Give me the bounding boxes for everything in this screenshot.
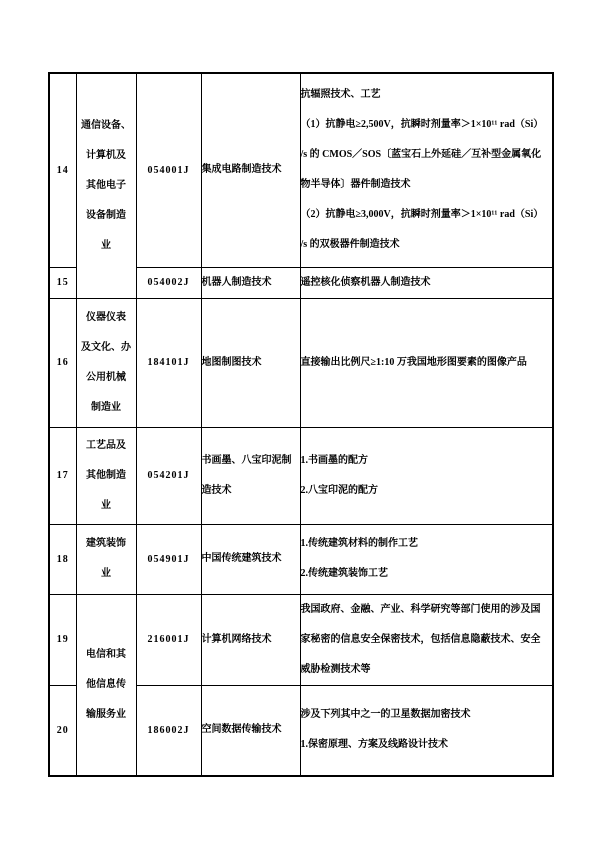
detail-line: 抗辐照技术、工艺 xyxy=(300,89,381,101)
detail-line: 2.八宝印泥的配方 xyxy=(300,484,378,496)
industry-cell xyxy=(76,524,136,594)
tech-name-cell xyxy=(201,685,300,776)
detail-line: 1.书画墨的配方 xyxy=(300,454,368,466)
industry-line: 其他制造 xyxy=(86,469,126,481)
tech-details-cell xyxy=(300,685,553,776)
tech-name-cell xyxy=(201,594,300,685)
industry-cell xyxy=(76,298,136,427)
industry-line: 他信息传 xyxy=(86,678,126,690)
row-number-cell: 15 xyxy=(49,267,76,298)
restricted-tech-table xyxy=(48,72,554,777)
tech-name-cell xyxy=(201,298,300,427)
code-cell: 054201J xyxy=(136,427,201,524)
code-cell: 216001J xyxy=(136,594,201,685)
tech-name-line: 中国传统建筑技术 xyxy=(201,553,282,564)
industry-line: 及文化、办 xyxy=(81,341,131,353)
industry-line: 输服务业 xyxy=(86,708,126,720)
tech-details-cell xyxy=(300,427,553,524)
detail-line: 家秘密的信息安全保密技术，包括信息隐蔽技术、安全 xyxy=(300,633,541,645)
tech-name-line: 造技术 xyxy=(201,484,232,496)
table-row xyxy=(49,73,553,267)
tech-name-cell xyxy=(201,524,300,594)
row-number-cell: 20 xyxy=(49,685,76,776)
table-row xyxy=(49,594,553,685)
table-row xyxy=(49,427,553,524)
industry-line: 计算机及 xyxy=(86,149,126,161)
tech-details-cell xyxy=(300,298,553,427)
row-number-cell: 14 xyxy=(49,73,76,267)
row-number-cell: 18 xyxy=(49,524,76,594)
tech-name-line: 集成电路制造技术 xyxy=(201,164,282,176)
industry-line: 仪器仪表 xyxy=(86,311,126,323)
table-row xyxy=(49,298,553,427)
industry-line: 业 xyxy=(101,499,111,511)
detail-line: 遥控核化侦察机器人制造技术 xyxy=(300,276,431,288)
tech-details-cell xyxy=(300,594,553,685)
detail-line: 1.传统建筑材料的制作工艺 xyxy=(300,538,418,549)
industry-line: 设备制造 xyxy=(86,209,126,221)
industry-line: 通信设备、 xyxy=(81,119,131,131)
industry-cell xyxy=(76,427,136,524)
industry-line: 建筑装饰 xyxy=(86,538,126,549)
industry-line: 电信和其 xyxy=(86,648,126,660)
tech-name-line: 书画墨、八宝印泥制 xyxy=(201,454,292,466)
industry-cell xyxy=(76,594,136,776)
tech-details-cell xyxy=(300,73,553,267)
detail-line: 1.保密原理、方案及线路设计技术 xyxy=(300,739,448,751)
row-number-cell: 19 xyxy=(49,594,76,685)
industry-line: 工艺品及 xyxy=(86,439,126,451)
industry-line: 业 xyxy=(101,239,111,251)
tech-name-line: 空间数据传输技术 xyxy=(201,724,282,736)
detail-line: 威胁检测技术等 xyxy=(300,663,371,675)
row-number-cell: 16 xyxy=(49,298,76,427)
tech-details-cell xyxy=(300,267,553,298)
detail-line: 物半导体〕器件制造技术 xyxy=(300,179,411,191)
table-row xyxy=(49,524,553,594)
tech-name-cell xyxy=(201,73,300,267)
industry-line: 制造业 xyxy=(91,401,121,413)
detail-line: 涉及下列其中之一的卫星数据加密技术 xyxy=(300,709,471,721)
tech-name-cell xyxy=(201,427,300,524)
detail-line: 我国政府、金融、产业、科学研究等部门使用的涉及国 xyxy=(300,603,541,615)
detail-line: （1）抗静电≥2,500V，抗瞬时剂量率＞1×10¹¹ rad（Si） xyxy=(300,119,544,131)
row-number-cell: 17 xyxy=(49,427,76,524)
detail-line: 直接输出比例尺≥1:10 万我国地形图要素的图像产品 xyxy=(300,356,527,368)
code-cell: 054901J xyxy=(136,524,201,594)
detail-line: /s 的 CMOS／SOS〔蓝宝石上外延硅／互补型金属氧化 xyxy=(300,149,542,161)
industry-line: 公用机械 xyxy=(86,371,126,383)
detail-line: 2.传统建筑装饰工艺 xyxy=(300,568,388,579)
industry-line: 其他电子 xyxy=(86,179,126,191)
industry-line: 业 xyxy=(101,568,111,579)
code-cell: 186002J xyxy=(136,685,201,776)
industry-cell xyxy=(76,73,136,298)
tech-name-cell xyxy=(201,267,300,298)
tech-name-line: 计算机网络技术 xyxy=(201,633,272,645)
tech-details-cell xyxy=(300,524,553,594)
code-cell: 054001J xyxy=(136,73,201,267)
tech-name-line: 机器人制造技术 xyxy=(201,276,272,288)
detail-line: （2）抗静电≥3,000V，抗瞬时剂量率＞1×10¹¹ rad（Si） xyxy=(300,209,544,221)
code-cell: 184101J xyxy=(136,298,201,427)
tech-name-line: 地图制图技术 xyxy=(201,356,262,368)
detail-line: /s 的双极器件制造技术 xyxy=(300,239,400,251)
code-cell: 054002J xyxy=(136,267,201,298)
